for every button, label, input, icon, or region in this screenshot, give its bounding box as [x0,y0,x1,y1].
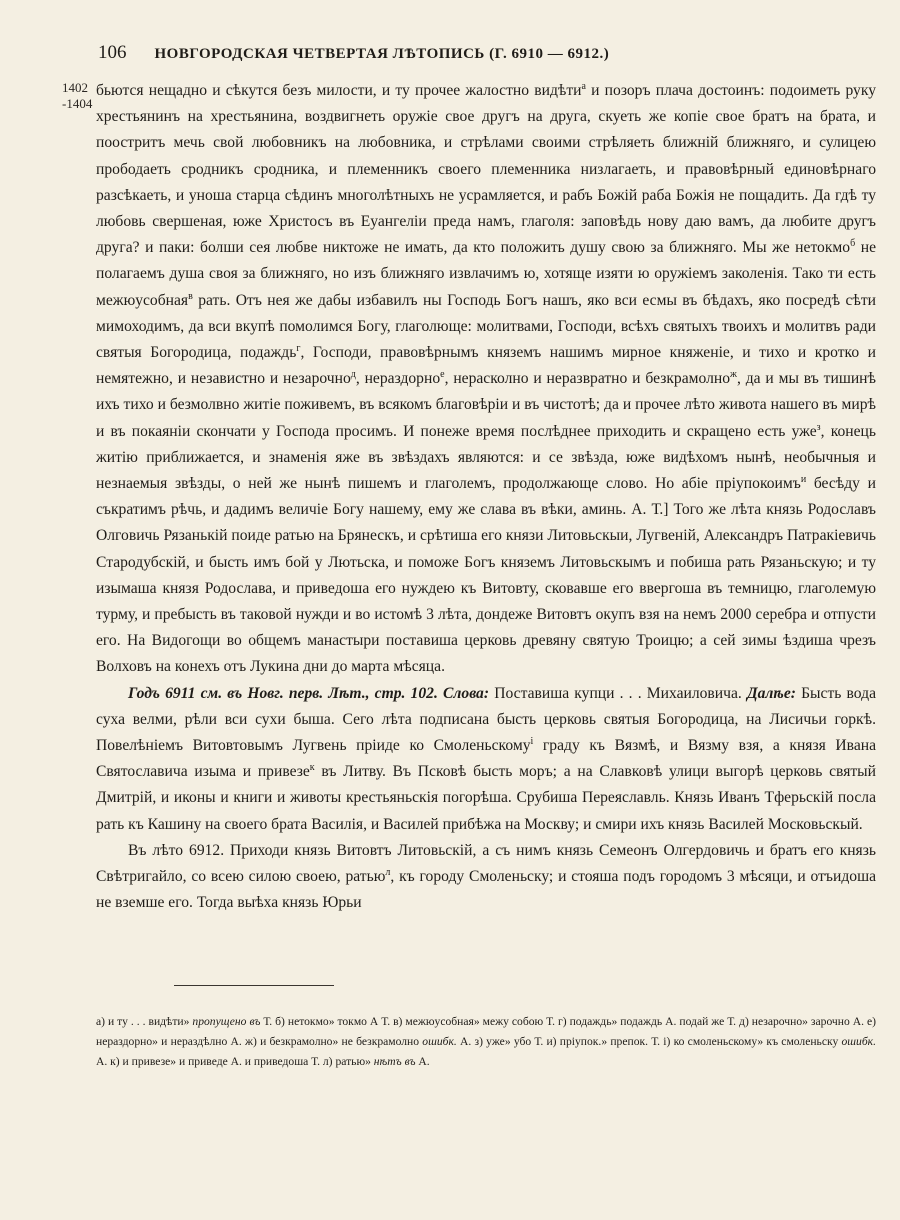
margin-year-top: 1402 [62,80,88,95]
footnote-ref: і [530,735,534,747]
footnote-ref: б [850,238,856,250]
paragraph-3: Въ лѣто 6912. Приходи князь Витовтъ Литовьскій, а съ нимъ князь Семеонъ Олгердовичь и братъ его князь Свѣтригайло, со всею силою своею, ратью$^л$, къ городу Смоленьску; и стояша подъ городомъ 3 мѣсяци, и отъидоша не вземше его. Тогда выѣха князь Юрьи [96,841,876,912]
footnote-ref: е [440,369,445,381]
margin-year-bottom: -1404 [62,96,93,111]
page-header [98,42,750,64]
footnote-ref: в [188,290,193,302]
paragraph-1: бьются нещадно и сѣкутся безъ милости, и ту прочее жалостно видѣти$^а$ и позоръ плача достоинъ: подоиметь руку хрестьянинъ на хрестьянина, воздвигнеть оружіе свое другъ на друга, скуеть же копіе свое братъ на брата, и поостритъ мечь свой любовникъ на любовника, и стрѣлами своими стрѣляеть ближній ближняго, и сулицею прободаеть сродникъ сродника, и племенникъ своего племенника низлагаеть, и правовѣрный единовѣрнаго разсѣкаеть, и уноша старца сѣдинъ многолѣтныхъ не усрамляется, и рабъ Божій раба Божія не пощадить. Да гдѣ ту любовь свершеная, юже Христосъ въ Еуангеліи преда намъ, глаголя: заповѣдь нову даю вамъ, да любите другъ друга? и паки: болши сея любве никтоже не имать, да кто положить душу свою за ближняго. Мы же нетокмо$^б$ не полагаемъ душа своя за ближняго, но изъ ближняго извлачимъ ю, хотяще изяти ю оружіемъ заколенія. Тако ти есть межюусобная$^в$ рать. Отъ нея же дабы избавилъ ны Господь Богъ нашъ, яко вси есмы въ бѣдахъ, яко посредѣ сѣти мимоходимъ, да вси вкупѣ помолимся Богу, глаголюще: молитвами, Господи, всѣхъ святыхъ твоихъ и молитвъ ради святыя Богородица, подаждь$^г$, Господи, правовѣрнымъ княземъ нашимъ мирное княженіе, и тихо и кротко и немятежно, и независтно и незарочно$^д$, нераздорно$^е$, нерасколно и неразвратно и безкрамолно$^ж$, да и мы въ тишинѣ ихъ тихо и безмолвно житіе поживемъ, въ всякомъ благовѣріи и въ чистотѣ; да и прочее лѣто живота нашего въ мирѣ и въ покаяніи скончати у Господа просимъ. И понеже время послѣднее приходить и скращено есть уже$^з$, конець житію приближается, и знаменія яже въ звѣздахъ являются: и се звѣзда, юже видѣхомъ нынѣ, необычныя и незнаемыя звѣзды, о ней же нынѣ пишемъ и глаголемъ, продолжающе слово. Но абіе пріупокоимъ$^и$ бесѣду и съкратимъ рѣчь, и дадимъ величіе Богу нашему, ему же слава въ вѣки, аминь. А. Т.] Того же лѣта князь Родославъ Олговичь Рязанькій поиде ратью на Брянескъ, и срѣтиша его князи Литовьскыи, Лугвеній, Александръ Патракіевичь Стародубскій, и бысть имъ бой у Лютьска, и поможе Богъ княземъ Литовьскымъ и побиша рать Рязаньскую; и ту изымаша князя Родослава, и приведоша его нуждею къ Витовту, сковавше его ввергоша въ темницю, глаголемую турму, и пребысть въ таковой нужди и во истомѣ 3 лѣта, дондеже Витовтъ окупъ взя на немъ 2000 серебра и отпусти его. На Видогощи во общемъ манастыри поставиша церковь древяну святую Троицю; а сей зимы ѣздиша чрезъ Волховъ на конехъ отъ Лукина дни до марта мѣсяца. [96,80,877,676]
footnote-ref: л [385,866,391,878]
page-number: 106 [98,42,127,63]
footnote-block: а) и ту . . . видѣти» пропущено въ Т. б) нетокмо» токмо А Т. в) межюусобная» межу собою Т. г) подаждь» подаждь А. подай же Т. д) незарочно» зарочно А. е) нераздорно» и нераздѣлно А. ж) и безкрамолно» не безкрамолно ошибк. А. з) уже» убо Т. и) пріупок.» препок. Т. і) ко смоленьскому» къ смоленьску ошибк. А. к) и привезе» и приведе А. и приведоша Т. л) ратью» нѣтъ въ А. [96,1015,876,1068]
footnote-ref: з [816,421,821,433]
running-head: НОВГОРОДСКАЯ ЧЕТВЕРТАЯ ЛѢТОПИСЬ (Г. 6910 — 6912.) [154,46,610,62]
footnote-ref: ж [730,369,737,381]
footnote-ref: и [800,473,807,485]
main-text [96,78,876,917]
footnote-ref: д [350,369,356,381]
footnote-ref: к [309,762,315,774]
footnotes [96,1012,876,1072]
footnote-divider [174,985,334,986]
footnote-ref: г [296,342,301,354]
footnote-ref: а [581,80,586,92]
paragraph-2: Годъ 6911 см. въ Новг. перв. Лѣт., стр. 102. Слова: Поставиша купци . . . Михаиловича. Далѣе: Бысть вода суха велми, рѣли вси сухи быша. Сего лѣта подписана бысть церковь святыя Богородица, на Лисичьи горкѣ. Повелѣніемъ Витовтовымъ Лугвень пріиде ко Смоленьскому$^і$ граду къ Вязмѣ, и Вязму взя, а князя Ивана Святославича изыма и привезе$^к$ въ Литву. Въ Псковѣ бысть моръ; а на Славковѣ улици выгорѣ церковь святый Дмитрій, и иконы и книги и животы крестьяньскія погорѣша. Срубиша Переяславль. Князь Иванъ Тферьскій посла рать къ Кашину на своего брата Василія, и Василей прибѣжа на Москву; и смири ихъ князь Василей Московьскый. [96,684,877,833]
